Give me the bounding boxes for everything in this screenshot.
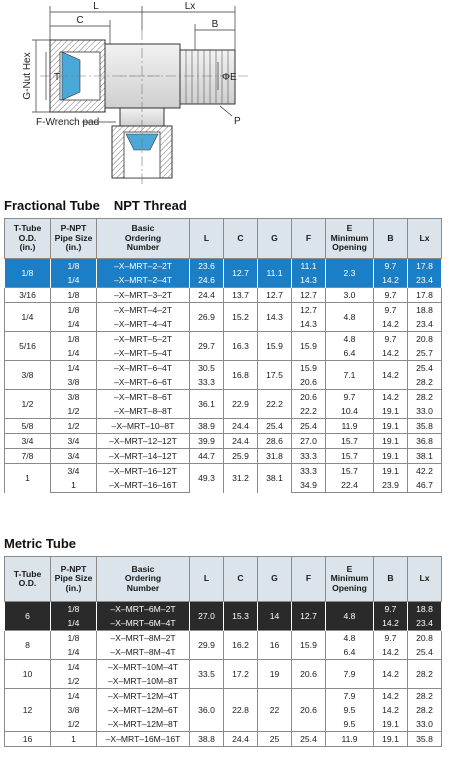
cell-ordering-number: –X–MRT–4–4T	[97, 317, 190, 332]
cell-tube-od: 3/8	[5, 361, 51, 390]
metric-title: Metric Tube	[4, 536, 76, 551]
table-row	[5, 273, 442, 288]
col-header-G: G	[258, 219, 292, 259]
cell-B: 19.1	[374, 717, 408, 732]
cell-Lx: 28.2	[408, 689, 442, 704]
cell-B: 23.9	[374, 478, 408, 493]
cell-E: 10.4	[326, 404, 374, 419]
cell-ordering-number: –X–MRT–2–4T	[97, 273, 190, 288]
cell-F: 22.2	[292, 404, 326, 419]
fractional-spec-table	[4, 218, 442, 493]
table-row	[5, 732, 442, 747]
cell-Lx: 28.2	[408, 390, 442, 405]
fractional-section-title	[4, 198, 187, 213]
cell-G: 14	[258, 602, 292, 631]
cell-F: 27.0	[292, 434, 326, 449]
cell-Lx: 18.8	[408, 303, 442, 318]
table-row	[5, 288, 442, 303]
cell-F: 14.3	[292, 273, 326, 288]
dim-C-label: C	[76, 15, 84, 26]
cell-G: 12.7	[258, 288, 292, 303]
table-row	[5, 303, 442, 318]
cell-ordering-number: –X–MRT–4–2T	[97, 303, 190, 318]
cell-G: 16	[258, 631, 292, 660]
cell-ordering-number: –X–MRT–6M–2T	[97, 602, 190, 617]
cell-C: 15.3	[224, 602, 258, 631]
cell-tube-od: 5/8	[5, 419, 51, 434]
cell-E: 4.8	[326, 303, 374, 332]
cell-C: 24.4	[224, 434, 258, 449]
cell-F: 12.7	[292, 602, 326, 631]
cell-pipe-size: 1/4	[51, 645, 97, 660]
col-header-B: B	[374, 219, 408, 259]
cell-pipe-size: 1/8	[51, 631, 97, 646]
cell-tube-od: 8	[5, 631, 51, 660]
cell-ordering-number: –X–MRT–8M–4T	[97, 645, 190, 660]
cell-E: 6.4	[326, 645, 374, 660]
metric-section-title	[4, 536, 76, 551]
cell-B: 14.2	[374, 317, 408, 332]
cell-F: 25.4	[292, 732, 326, 747]
cell-L: 24.6	[190, 273, 224, 288]
table-row	[5, 660, 442, 675]
dim-Lx-label: Lx	[184, 1, 196, 12]
cell-tube-od: 3/4	[5, 434, 51, 449]
cell-Lx: 36.8	[408, 434, 442, 449]
cell-Lx: 28.2	[408, 703, 442, 717]
cell-pipe-size: 1	[51, 478, 97, 493]
cell-E: 15.7	[326, 434, 374, 449]
table-row	[5, 332, 442, 347]
cell-G: 31.8	[258, 449, 292, 464]
col-header-L: L	[190, 219, 224, 259]
col-header-L: L	[190, 557, 224, 602]
cell-G: 19	[258, 660, 292, 689]
cell-G: 38.1	[258, 464, 292, 493]
cell-ordering-number: –X–MRT–12M–8T	[97, 717, 190, 732]
cell-pipe-size: 3/8	[51, 703, 97, 717]
cell-E: 4.8	[326, 631, 374, 646]
cell-Lx: 33.0	[408, 404, 442, 419]
cell-pipe-size: 3/8	[51, 390, 97, 405]
cell-E: 22.4	[326, 478, 374, 493]
cell-B: 14.2	[374, 645, 408, 660]
cell-pipe-size: 1/2	[51, 419, 97, 434]
fitting-drawing	[0, 0, 450, 186]
cell-C: 24.4	[224, 419, 258, 434]
cell-pipe-size: 3/4	[51, 449, 97, 464]
cell-ordering-number: –X–MRT–2–2T	[97, 259, 190, 274]
table-row	[5, 434, 442, 449]
cell-pipe-size: 1/4	[51, 346, 97, 361]
cell-E: 3.0	[326, 288, 374, 303]
cell-B: 9.7	[374, 259, 408, 274]
cell-ordering-number: –X–MRT–10M–8T	[97, 674, 190, 689]
cell-Lx: 25.4	[408, 361, 442, 376]
col-header-C: C	[224, 557, 258, 602]
cell-G: 28.6	[258, 434, 292, 449]
cell-Lx: 20.8	[408, 631, 442, 646]
cell-Lx: 28.2	[408, 660, 442, 689]
wrench-pad-label: F-Wrench pad	[36, 117, 100, 128]
cell-tube-od: 1/8	[5, 259, 51, 288]
cell-Lx: 17.8	[408, 288, 442, 303]
cell-ordering-number: –X–MRT–12M–4T	[97, 689, 190, 704]
cell-ordering-number: –X–MRT–16–16T	[97, 478, 190, 493]
cell-E: 11.9	[326, 419, 374, 434]
col-header-Lx: Lx	[408, 219, 442, 259]
cell-tube-od: 12	[5, 689, 51, 732]
cell-L: 49.3	[190, 464, 224, 493]
cell-B: 19.1	[374, 732, 408, 747]
cell-Lx: 28.2	[408, 375, 442, 390]
cell-Lx: 38.1	[408, 449, 442, 464]
cell-tube-od: 3/16	[5, 288, 51, 303]
cell-pipe-size: 1/4	[51, 616, 97, 631]
cell-pipe-size: 1/8	[51, 602, 97, 617]
col-header-pipe-size: P-NPT Pipe Size (in.)	[51, 557, 97, 602]
cell-B: 9.7	[374, 288, 408, 303]
cell-Lx: 25.4	[408, 645, 442, 660]
table-row	[5, 689, 442, 704]
cell-tube-od: 7/8	[5, 449, 51, 464]
cell-ordering-number: –X–MRT–12M–6T	[97, 703, 190, 717]
col-header-ordering-number: Basic Ordering Number	[97, 557, 190, 602]
cell-ordering-number: –X–MRT–10M–4T	[97, 660, 190, 675]
cell-L: 30.5	[190, 361, 224, 376]
cell-ordering-number: –X–MRT–5–2T	[97, 332, 190, 347]
cell-B: 19.1	[374, 464, 408, 479]
cell-ordering-number: –X–MRT–6–4T	[97, 361, 190, 376]
dim-T-label: T	[54, 72, 61, 83]
dim-L-label: L	[93, 1, 99, 12]
cell-B: 14.2	[374, 361, 408, 390]
cell-C: 24.4	[224, 732, 258, 747]
cell-pipe-size: 1/8	[51, 332, 97, 347]
col-header-B: B	[374, 557, 408, 602]
cell-F: 12.7	[292, 288, 326, 303]
cell-E: 7.1	[326, 361, 374, 390]
table-row	[5, 259, 442, 274]
cell-Lx: 23.4	[408, 616, 442, 631]
cell-L: 29.9	[190, 631, 224, 660]
table-row	[5, 602, 442, 617]
cell-E: 9.7	[326, 390, 374, 405]
cell-pipe-size: 3/8	[51, 375, 97, 390]
cell-E: 4.8	[326, 332, 374, 347]
metric-spec-table	[4, 556, 442, 747]
cell-tube-od: 1/2	[5, 390, 51, 419]
cell-C: 22.9	[224, 390, 258, 419]
cell-L: 38.9	[190, 419, 224, 434]
cell-C: 15.2	[224, 303, 258, 332]
cell-pipe-size: 3/4	[51, 464, 97, 479]
cell-G: 14.3	[258, 303, 292, 332]
cell-B: 14.2	[374, 390, 408, 405]
table-row	[5, 449, 442, 464]
cell-F: 15.9	[292, 361, 326, 376]
cell-pipe-size: 3/4	[51, 434, 97, 449]
cell-tube-od: 16	[5, 732, 51, 747]
cell-C: 31.2	[224, 464, 258, 493]
cell-ordering-number: –X–MRT–10–8T	[97, 419, 190, 434]
table-row	[5, 390, 442, 405]
col-header-G: G	[258, 557, 292, 602]
col-header-F: F	[292, 557, 326, 602]
cell-E: 9.5	[326, 717, 374, 732]
cell-pipe-size: 1/8	[51, 288, 97, 303]
cell-pipe-size: 1/2	[51, 717, 97, 732]
cell-ordering-number: –X–MRT–12–12T	[97, 434, 190, 449]
dim-E-label: ΦE	[222, 72, 237, 83]
cell-B: 19.1	[374, 404, 408, 419]
cell-C: 22.8	[224, 689, 258, 732]
col-header-C: C	[224, 219, 258, 259]
cell-L: 26.9	[190, 303, 224, 332]
cell-B: 19.1	[374, 434, 408, 449]
cell-pipe-size: 1/8	[51, 303, 97, 318]
cell-B: 14.2	[374, 703, 408, 717]
cell-E: 4.8	[326, 602, 374, 631]
cell-B: 9.7	[374, 602, 408, 617]
cell-F: 33.3	[292, 464, 326, 479]
cell-L: 39.9	[190, 434, 224, 449]
cell-tube-od: 1	[5, 464, 51, 493]
cell-pipe-size: 1/2	[51, 674, 97, 689]
cell-L: 33.5	[190, 660, 224, 689]
dim-P-label: P	[234, 116, 241, 127]
table-row	[5, 419, 442, 434]
cell-B: 14.2	[374, 346, 408, 361]
cell-E: 9.5	[326, 703, 374, 717]
cell-L: 44.7	[190, 449, 224, 464]
cell-G: 15.9	[258, 332, 292, 361]
col-header-pipe-size: P-NPT Pipe Size (in.)	[51, 219, 97, 259]
cell-E: 6.4	[326, 346, 374, 361]
table-row	[5, 464, 442, 479]
cell-C: 16.8	[224, 361, 258, 390]
cell-L: 23.6	[190, 259, 224, 274]
cell-ordering-number: –X–MRT–6M–4T	[97, 616, 190, 631]
cell-ordering-number: –X–MRT–8M–2T	[97, 631, 190, 646]
cell-C: 13.7	[224, 288, 258, 303]
cell-pipe-size: 1/8	[51, 259, 97, 274]
cell-Lx: 20.8	[408, 332, 442, 347]
col-header-tube-od: T-Tube O.D.	[5, 557, 51, 602]
cell-F: 20.6	[292, 689, 326, 732]
cell-Lx: 17.8	[408, 259, 442, 274]
cell-Lx: 35.8	[408, 732, 442, 747]
fractional-subtitle: NPT Thread	[113, 198, 187, 213]
cell-E: 15.7	[326, 464, 374, 479]
cell-F: 20.6	[292, 660, 326, 689]
cell-B: 14.2	[374, 616, 408, 631]
cell-ordering-number: –X–MRT–8–8T	[97, 404, 190, 419]
cell-Lx: 23.4	[408, 317, 442, 332]
cell-F: 33.3	[292, 449, 326, 464]
col-header-Lx: Lx	[408, 557, 442, 602]
cell-pipe-size: 1/4	[51, 317, 97, 332]
col-header-F: F	[292, 219, 326, 259]
cell-B: 19.1	[374, 419, 408, 434]
cell-G: 22.2	[258, 390, 292, 419]
table-header-row	[5, 219, 442, 259]
cell-L: 36.1	[190, 390, 224, 419]
cell-L: 36.0	[190, 689, 224, 732]
table-row	[5, 361, 442, 376]
cell-C: 12.7	[224, 259, 258, 288]
dim-B-label: B	[211, 19, 219, 30]
cell-F: 15.9	[292, 631, 326, 660]
cell-ordering-number: –X–MRT–5–4T	[97, 346, 190, 361]
cell-Lx: 25.7	[408, 346, 442, 361]
fractional-title: Fractional Tube	[4, 198, 100, 213]
cell-Lx: 23.4	[408, 273, 442, 288]
cell-F: 25.4	[292, 419, 326, 434]
cell-C: 17.2	[224, 660, 258, 689]
cell-F: 12.7	[292, 303, 326, 318]
cell-ordering-number: –X–MRT–14–12T	[97, 449, 190, 464]
col-header-tube-od: T-Tube O.D. (in.)	[5, 219, 51, 259]
cell-ordering-number: –X–MRT–3–2T	[97, 288, 190, 303]
table-row	[5, 631, 442, 646]
cell-B: 9.7	[374, 303, 408, 318]
cell-B: 9.7	[374, 332, 408, 347]
cell-Lx: 35.8	[408, 419, 442, 434]
col-header-E: E Minimum Opening	[326, 219, 374, 259]
cell-L: 24.4	[190, 288, 224, 303]
dim-G-label: G-Nut Hex	[22, 52, 33, 100]
cell-B: 14.2	[374, 689, 408, 704]
cell-F: 14.3	[292, 317, 326, 332]
cell-pipe-size: 1/4	[51, 660, 97, 675]
col-header-ordering-number: Basic Ordering Number	[97, 219, 190, 259]
cell-G: 17.5	[258, 361, 292, 390]
cell-B: 14.2	[374, 660, 408, 689]
cell-G: 22	[258, 689, 292, 732]
cell-pipe-size: 1	[51, 732, 97, 747]
cell-F: 34.9	[292, 478, 326, 493]
col-header-E: E Minimum Opening	[326, 557, 374, 602]
cell-E: 2.3	[326, 259, 374, 288]
cell-Lx: 42.2	[408, 464, 442, 479]
cell-Lx: 46.7	[408, 478, 442, 493]
cell-pipe-size: 1/4	[51, 689, 97, 704]
cell-F: 11.1	[292, 259, 326, 274]
cell-L: 33.3	[190, 375, 224, 390]
cell-C: 16.3	[224, 332, 258, 361]
cell-tube-od: 10	[5, 660, 51, 689]
cell-ordering-number: –X–MRT–8–6T	[97, 390, 190, 405]
cell-E: 15.7	[326, 449, 374, 464]
cell-Lx: 33.0	[408, 717, 442, 732]
cell-pipe-size: 1/2	[51, 404, 97, 419]
cell-tube-od: 6	[5, 602, 51, 631]
table-header-row	[5, 557, 442, 602]
cell-B: 14.2	[374, 273, 408, 288]
cell-tube-od: 1/4	[5, 303, 51, 332]
cell-E: 7.9	[326, 689, 374, 704]
cell-pipe-size: 1/4	[51, 273, 97, 288]
cell-B: 19.1	[374, 449, 408, 464]
cell-F: 15.9	[292, 332, 326, 361]
cell-tube-od: 5/16	[5, 332, 51, 361]
cell-B: 9.7	[374, 631, 408, 646]
cell-F: 20.6	[292, 375, 326, 390]
cell-ordering-number: –X–MRT–6–6T	[97, 375, 190, 390]
cell-E: 7.9	[326, 660, 374, 689]
cell-C: 25.9	[224, 449, 258, 464]
cell-L: 27.0	[190, 602, 224, 631]
cell-C: 16.2	[224, 631, 258, 660]
cell-ordering-number: –X–MRT–16–12T	[97, 464, 190, 479]
cell-ordering-number: –X–MRT–16M–16T	[97, 732, 190, 747]
cell-Lx: 18.8	[408, 602, 442, 617]
cell-G: 11.1	[258, 259, 292, 288]
cell-G: 25.4	[258, 419, 292, 434]
cell-G: 25	[258, 732, 292, 747]
male-run-tee-drawing-svg	[0, 0, 450, 186]
cell-pipe-size: 1/4	[51, 361, 97, 376]
cell-L: 29.7	[190, 332, 224, 361]
cell-F: 20.6	[292, 390, 326, 405]
cell-L: 38.8	[190, 732, 224, 747]
cell-E: 11.9	[326, 732, 374, 747]
